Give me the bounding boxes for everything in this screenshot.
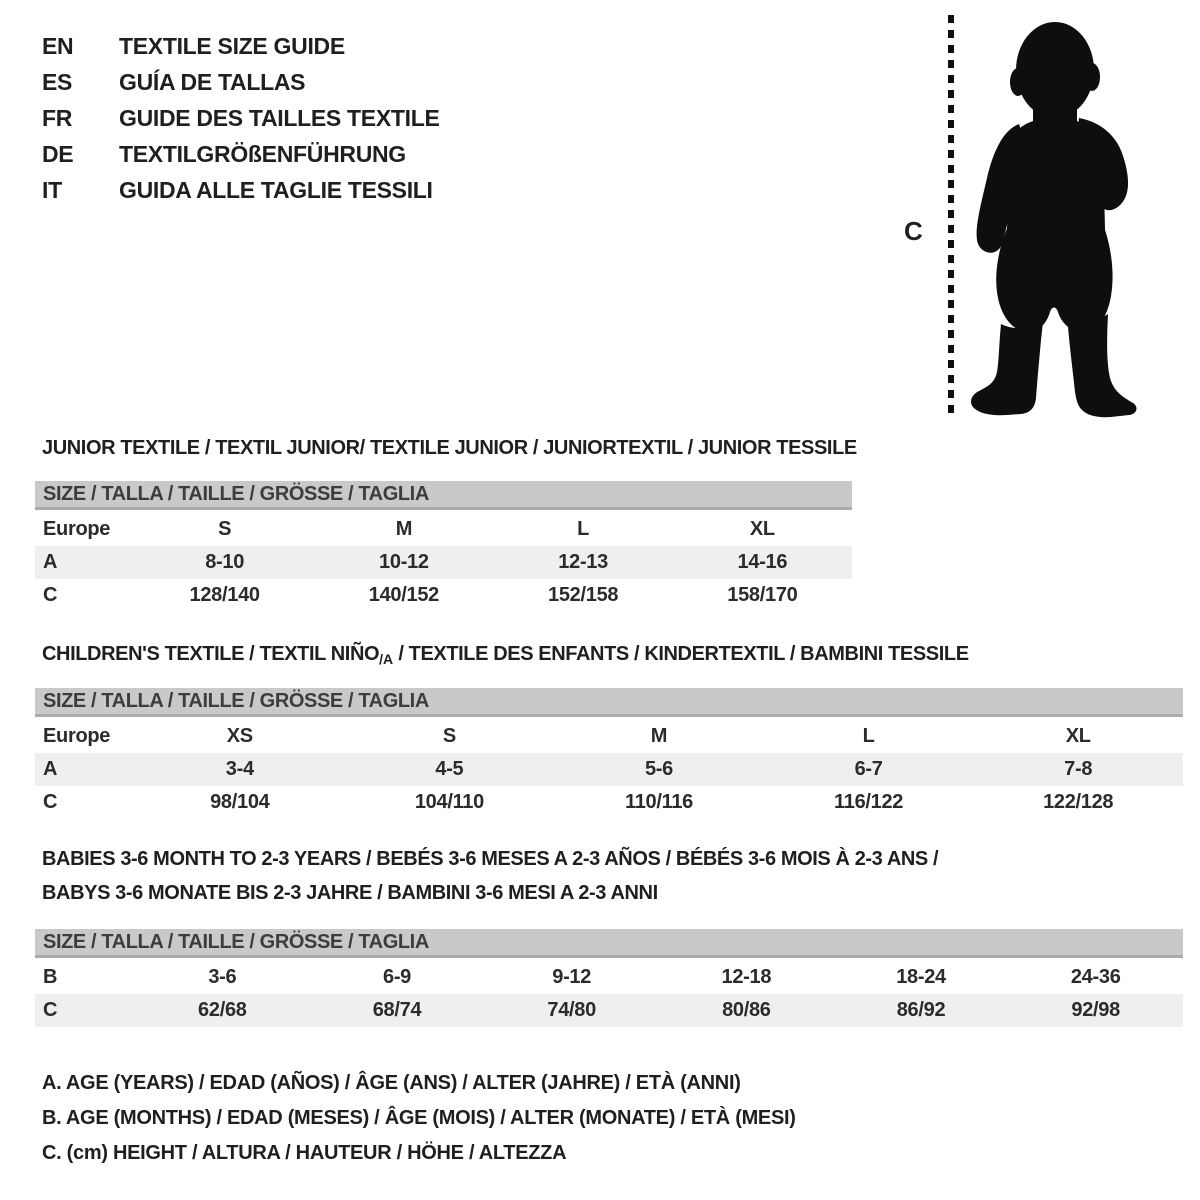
language-code: IT [42,176,62,203]
language-code: ES [42,68,73,95]
row-label: C [43,791,58,813]
size-value: 3-4 [225,758,254,780]
size-value: 6-7 [854,758,883,780]
size-value: 74/80 [547,999,596,1021]
size-table-header: SIZE / TALLA / TAILLE / GRÖSSE / TAGLIA [35,929,1183,958]
guide-title: GUIDE DES TAILLES TEXTILE [119,104,440,131]
size-value: L [862,725,875,747]
size-value: M [395,518,413,540]
size-value: 12-18 [721,966,772,988]
size-value: 116/122 [834,791,904,813]
size-value: XL [749,518,775,540]
size-value: L [577,518,590,540]
size-table-row [35,579,852,612]
size-value: 18-24 [896,966,946,988]
size-value: 122/128 [1043,791,1114,813]
size-table [35,481,852,612]
heading-text: / TEXTILE DES ENFANTS / KINDERTEXTIL / BAMBINI TESSILE [393,643,969,665]
heading-text: BABIES 3-6 MONTH TO 2-3 YEARS / BEBÉS 3-6 MESES A 2-3 AÑOS / BÉBÉS 3-6 MOIS À 2-3 ANS / [42,848,939,870]
heading-text: /A [379,651,394,667]
size-value: 12-13 [558,551,608,573]
size-table-row [35,720,1183,753]
size-value: 152/158 [548,584,619,606]
size-value: 80/86 [722,999,771,1021]
legend-line: C. (cm) HEIGHT / ALTURA / HAUTEUR / HÖHE / ALTEZZA [42,1142,567,1164]
language-row [42,64,440,100]
language-code: DE [42,140,74,167]
size-table [35,929,1183,1027]
toddler-silhouette-image [963,14,1141,420]
size-table-row [35,786,1183,819]
size-table-row [35,994,1183,1027]
row-label: A [43,758,58,780]
row-label: A [43,551,58,573]
size-value: 8-10 [205,551,245,573]
size-value: XS [226,725,253,747]
size-table-row [35,513,852,546]
size-value: S [442,725,456,747]
size-value: 68/74 [372,999,422,1021]
size-value: 104/110 [414,791,484,813]
row-label: Europe [43,725,111,747]
size-value: 62/68 [198,999,247,1021]
height-measure-line [948,15,954,418]
size-value: 158/170 [727,584,798,606]
row-label: C [43,584,58,606]
size-table-row [35,961,1183,994]
size-value: S [218,518,232,540]
guide-title: GUIDA ALLE TAGLIE TESSILI [119,176,433,203]
guide-title: TEXTILE SIZE GUIDE [119,32,345,59]
size-value: 86/92 [896,999,946,1021]
heading-text: JUNIOR TEXTILE / TEXTIL JUNIOR/ TEXTILE JUNIOR / JUNIORTEXTIL / JUNIOR TESSILE [42,437,857,459]
row-label: Europe [43,518,111,540]
size-value: 4-5 [435,758,464,780]
language-row [42,172,440,208]
heading-text: BABYS 3-6 MONATE BIS 2-3 JAHRE / BAMBINI 3-6 MESI A 2-3 ANNI [42,882,658,904]
size-value: 9-12 [552,966,592,988]
size-value: 128/140 [189,584,260,606]
size-value: XL [1065,725,1091,747]
language-header [42,28,440,208]
section-heading-line [42,846,1183,880]
size-value: 98/104 [210,791,270,813]
size-table-header: SIZE / TALLA / TAILLE / GRÖSSE / TAGLIA [35,688,1183,717]
size-value: 92/98 [1071,999,1120,1021]
language-row [42,100,440,136]
section-heading [42,846,1183,914]
size-table-row [35,546,852,579]
guide-title: GUÍA DE TALLAS [119,68,306,95]
language-code: FR [42,104,73,131]
guide-title: TEXTILGRÖßENFÜHRUNG [119,140,406,167]
height-measure-label: C [904,216,923,246]
legend-line: B. AGE (MONTHS) / EDAD (MESES) / ÂGE (MOIS) / ALTER (MONATE) / ETÀ (MESI) [42,1107,796,1129]
language-code: EN [42,32,74,59]
language-row [42,136,440,172]
section-heading-line [42,435,857,469]
size-table-row [35,753,1183,786]
section-heading-line [42,641,1183,675]
size-value: 110/116 [624,791,693,813]
measurement-legend [42,1066,796,1171]
size-value: 6-9 [383,966,412,988]
section-heading-line [42,880,1183,914]
size-table-header: SIZE / TALLA / TAILLE / GRÖSSE / TAGLIA [35,481,852,510]
heading-text: CHILDREN'S TEXTILE / TEXTIL NIÑO [42,643,380,665]
legend-line: A. AGE (YEARS) / EDAD (AÑOS) / ÂGE (ANS) / ALTER (JAHRE) / ETÀ (ANNI) [42,1072,741,1094]
size-value: 5-6 [644,758,673,780]
section-junior-textile [35,435,857,606]
section-babies-textile [35,846,1183,1021]
row-label: B [43,966,58,988]
size-value: 7-8 [1064,758,1093,780]
size-value: 140/152 [368,584,439,606]
row-label: C [43,999,58,1021]
section-heading [42,641,1183,675]
language-row [42,28,440,64]
section-childrens-textile [35,641,1183,813]
size-value: 24-36 [1070,966,1121,988]
size-value: M [650,725,668,747]
size-value: 14-16 [737,551,788,573]
section-heading [42,435,857,469]
size-value: 10-12 [379,551,429,573]
size-table [35,688,1183,819]
size-value: 3-6 [208,966,237,988]
